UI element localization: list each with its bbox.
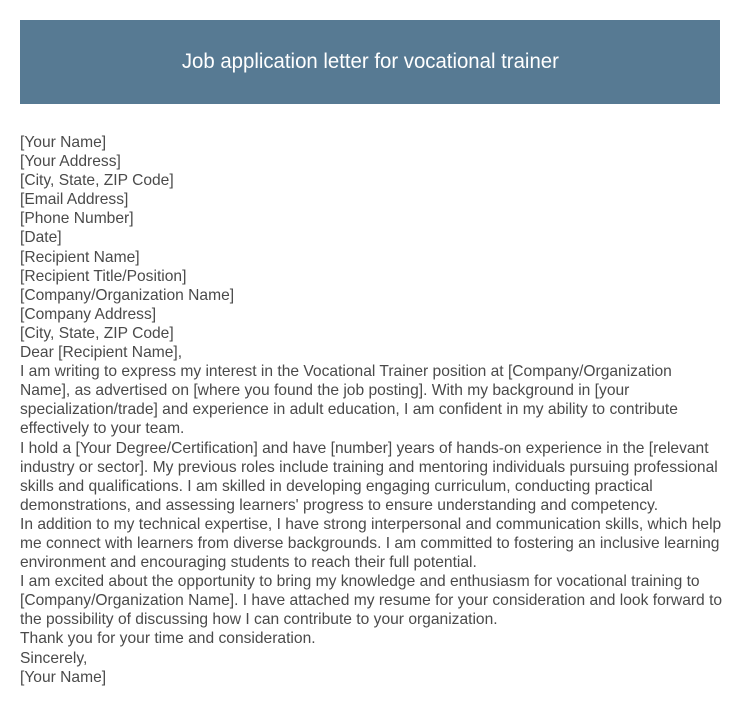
closing: Sincerely,	[20, 649, 88, 667]
sender-phone: [Phone Number]	[20, 210, 134, 228]
recipient-company: [Company/Organization Name]	[20, 286, 235, 304]
paragraph-closing: I am excited about the opportunity to bring my knowledge and enthusiasm for vocational training to [Company/Organization Name]. I have attached my resume for your consideration and look forward to the possibility of discussing how I can contribute to your organization.	[20, 573, 723, 629]
recipient-city-state-zip: [City, State, ZIP Code]	[20, 324, 174, 342]
recipient-title: [Recipient Title/Position]	[20, 267, 187, 285]
signature: [Your Name]	[20, 668, 107, 686]
letter-date: [Date]	[20, 229, 62, 247]
sender-city-state-zip: [City, State, ZIP Code]	[20, 172, 174, 190]
salutation: Dear [Recipient Name],	[20, 344, 183, 362]
letter-body	[20, 133, 725, 687]
page-header	[20, 20, 720, 104]
sender-name: [Your Name]	[20, 134, 107, 151]
page-title: Job application letter for vocational trainer	[181, 50, 559, 73]
paragraph-skills: In addition to my technical expertise, I have strong interpersonal and communication skills, which help me connect with learners from diverse backgrounds. I am committed to fostering an inclusive learning environment and encouraging students to reach their full potential.	[20, 515, 722, 572]
sender-address: [Your Address]	[20, 153, 121, 171]
recipient-name: [Recipient Name]	[20, 248, 140, 266]
paragraph-thanks: Thank you for your time and consideration.	[20, 630, 316, 648]
sender-email: [Email Address]	[20, 191, 129, 209]
paragraph-intro: I am writing to express my interest in the Vocational Trainer position at [Company/Organization Name], as advertised on [where you found the job posting]. With my background in [your specialization/trade] and experience in adult education, I am confident in my ability to contribute effectively to your team.	[20, 363, 678, 438]
recipient-address: [Company Address]	[20, 305, 157, 323]
paragraph-experience: I hold a [Your Degree/Certification] and have [number] years of hands-on experience in the [relevant industry or sector]. My previous roles include training and mentoring individuals pursuing professional skills and qualifications. I am skilled in developing engaging curriculum, conducting practical demonstrations, and assessing learners' progress to ensure understanding and competency.	[20, 439, 718, 514]
